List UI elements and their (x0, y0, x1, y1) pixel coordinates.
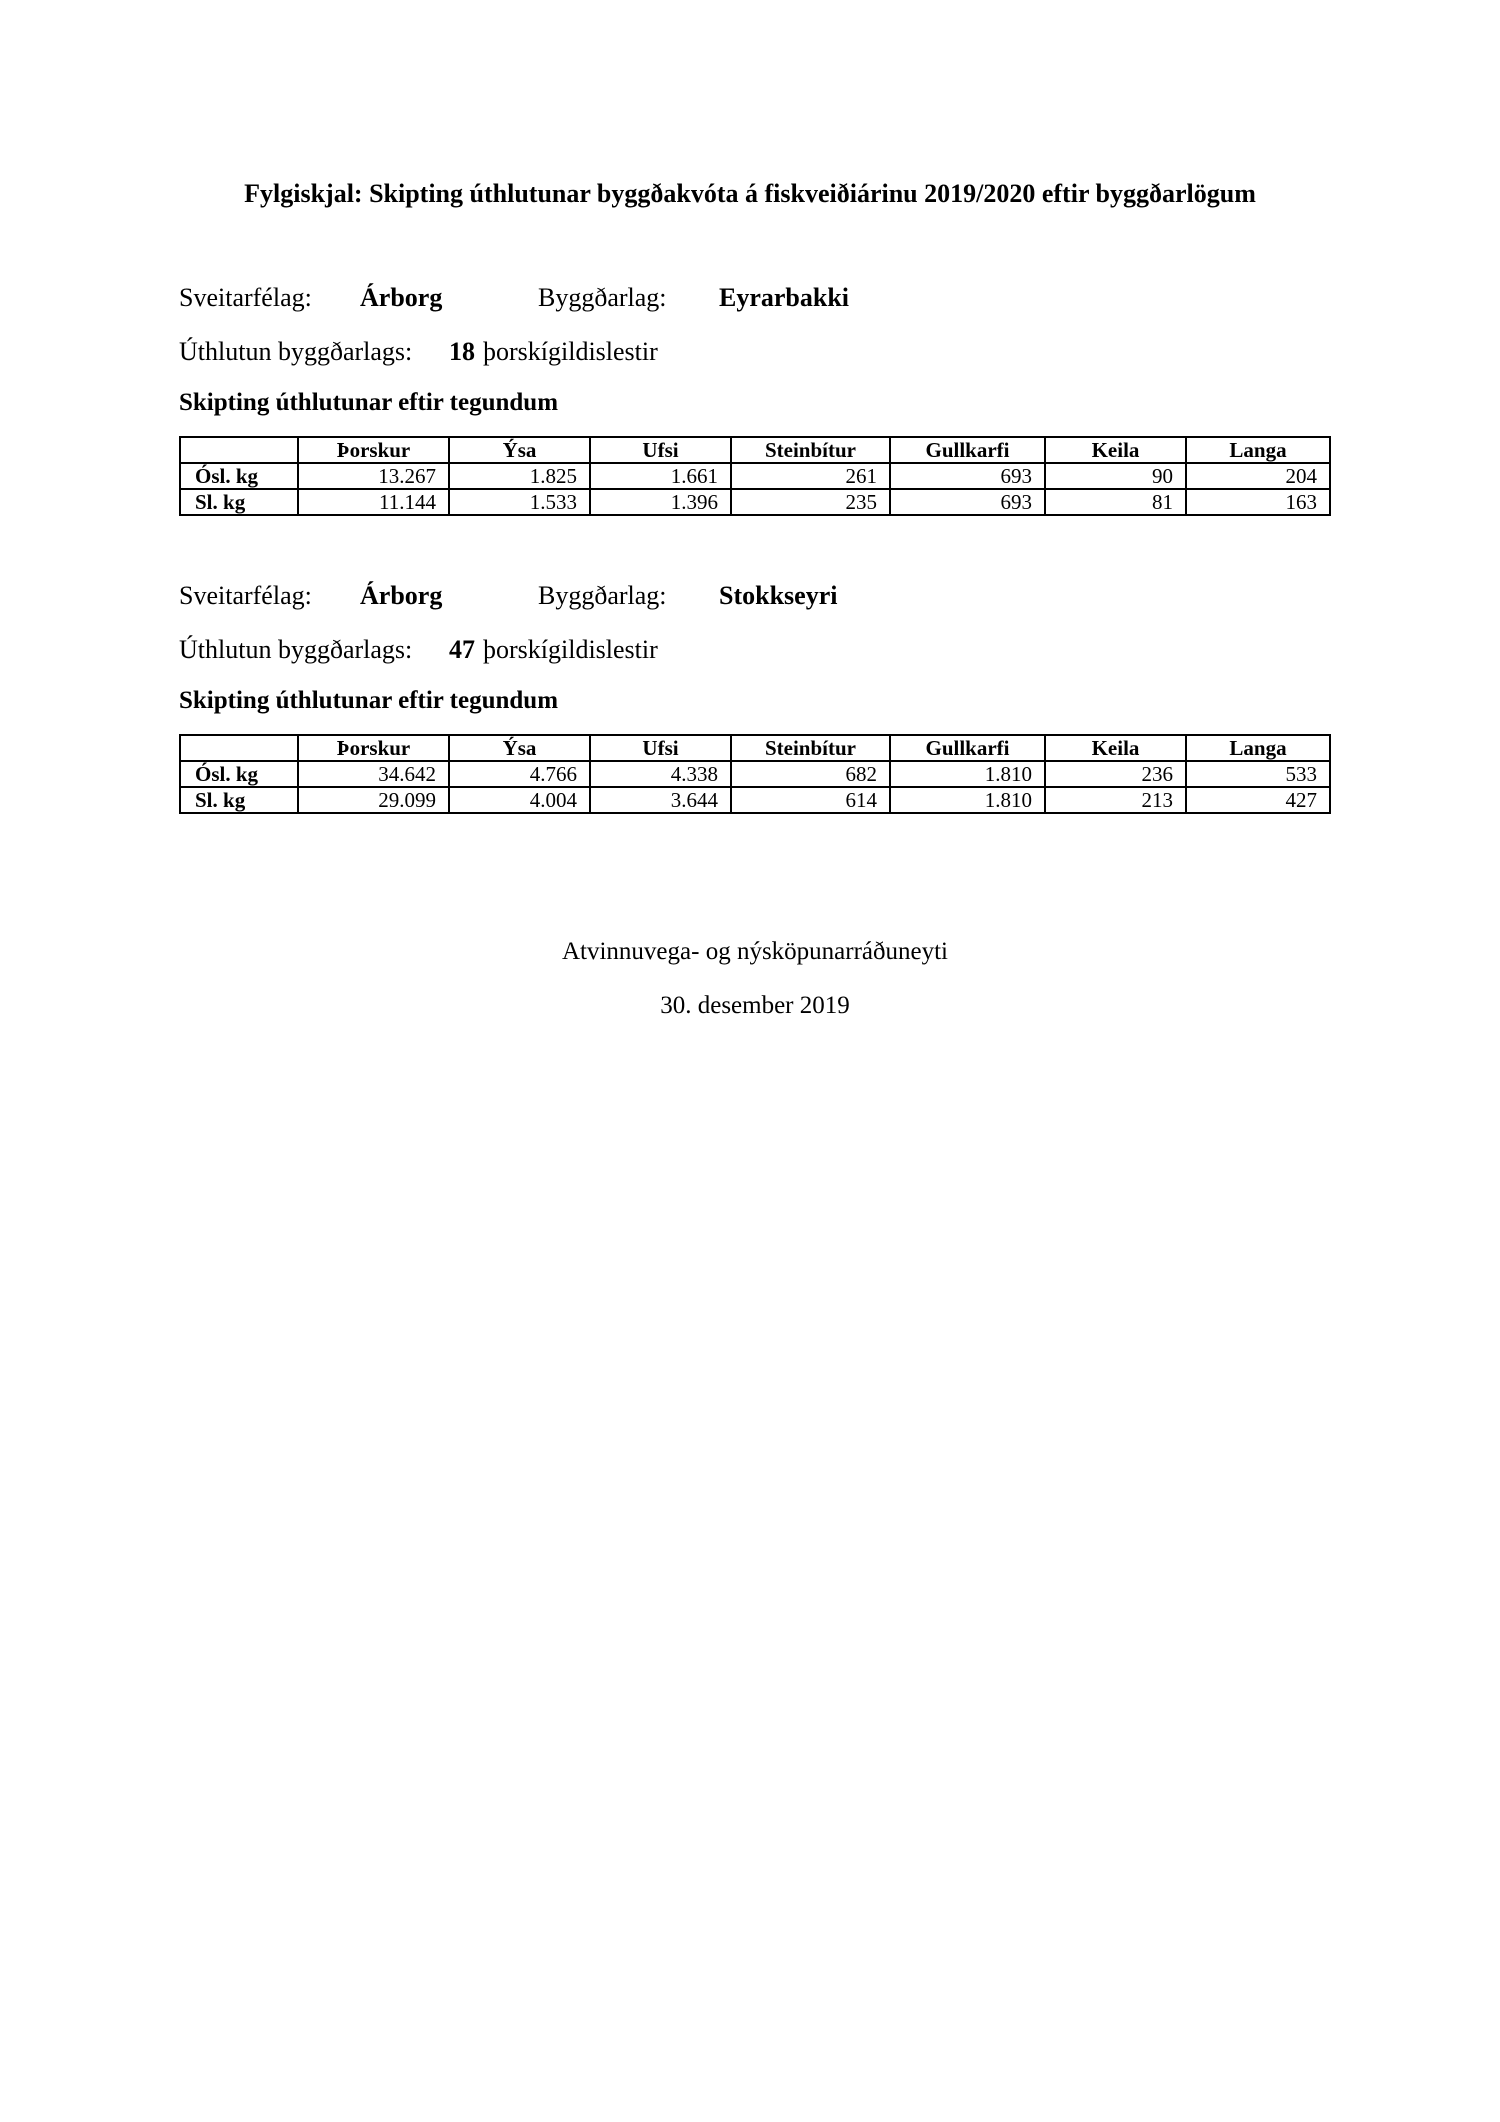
table-header-cell: Ýsa (449, 735, 590, 761)
table-header-cell: Langa (1186, 437, 1330, 463)
table-row (180, 761, 1330, 787)
table-cell: 533 (1186, 761, 1330, 787)
table-header-cell: Þorskur (298, 735, 449, 761)
table-row (180, 787, 1330, 813)
allocation-line (179, 635, 1331, 669)
table-cell: 236 (1045, 761, 1186, 787)
ministry-name: Atvinnuvega- og nýsköpunarráðuneyti (561, 938, 949, 965)
table-header-cell: Ýsa (449, 437, 590, 463)
table-cell: 213 (1045, 787, 1186, 813)
row-label: Sl. kg (180, 787, 298, 813)
table-cell: 1.396 (590, 489, 731, 515)
table-header-cell: Ufsi (590, 437, 731, 463)
allocation-value: 18 (449, 337, 475, 366)
table-cell: 1.810 (890, 787, 1045, 813)
species-distribution-table (179, 734, 1331, 814)
table-cell: 3.644 (590, 787, 731, 813)
municipality-value: Árborg (360, 581, 443, 610)
table-cell: 1.661 (590, 463, 731, 489)
row-label: Ósl. kg (180, 761, 298, 787)
table-header-cell: Gullkarfi (890, 735, 1045, 761)
table-cell: 90 (1045, 463, 1186, 489)
table-cell: 13.267 (298, 463, 449, 489)
table-header-cell: Þorskur (298, 437, 449, 463)
allocation-label: Úthlutun byggðarlags: (179, 337, 413, 366)
table-cell: 81 (1045, 489, 1186, 515)
locality-label: Byggðarlag: (538, 283, 667, 312)
table-cell: 693 (890, 489, 1045, 515)
table-cell: 4.766 (449, 761, 590, 787)
table-cell: 1.825 (449, 463, 590, 489)
table-cell: 235 (731, 489, 890, 515)
allocation-value: 47 (449, 635, 475, 664)
species-distribution-table (179, 436, 1331, 516)
table-header-cell: Ufsi (590, 735, 731, 761)
allocation-line (179, 337, 1331, 371)
locality-value: Eyrarbakki (719, 283, 850, 312)
allocation-unit: þorskígildislestir (483, 337, 658, 366)
municipality-line (179, 581, 1331, 615)
allocation-section-eyrarbakki (179, 283, 1331, 516)
table-row (180, 489, 1330, 515)
table-header-cell: Gullkarfi (890, 437, 1045, 463)
table-cell: 261 (731, 463, 890, 489)
row-label: Ósl. kg (180, 463, 298, 489)
allocation-section-stokkseyri (179, 581, 1331, 814)
municipality-value: Árborg (360, 283, 443, 312)
table-header-row (180, 735, 1330, 761)
document-title: Fylgiskjal: Skipting úthlutunar byggðakvóta á fiskveiðiárinu 2019/2020 eftir byggðarlögum (244, 179, 1256, 208)
distribution-heading: Skipting úthlutunar eftir tegundum (179, 389, 559, 416)
table-cell: 163 (1186, 489, 1330, 515)
document-date: 30. desember 2019 (660, 992, 850, 1019)
table-cell: 204 (1186, 463, 1330, 489)
table-cell: 614 (731, 787, 890, 813)
distribution-heading: Skipting úthlutunar eftir tegundum (179, 687, 559, 714)
table-header-cell: Steinbítur (731, 735, 890, 761)
locality-value: Stokkseyri (719, 581, 838, 610)
table-cell: 427 (1186, 787, 1330, 813)
table-cell: 4.004 (449, 787, 590, 813)
allocation-unit: þorskígildislestir (483, 635, 658, 664)
table-cell: 4.338 (590, 761, 731, 787)
table-row (180, 463, 1330, 489)
table-cell: 11.144 (298, 489, 449, 515)
table-cell: 29.099 (298, 787, 449, 813)
table-header-cell: Steinbítur (731, 437, 890, 463)
row-label: Sl. kg (180, 489, 298, 515)
table-header-cell (180, 437, 298, 463)
table-header-row (180, 437, 1330, 463)
allocation-label: Úthlutun byggðarlags: (179, 635, 413, 664)
municipality-label: Sveitarfélag: (179, 581, 312, 610)
table-header-cell: Keila (1045, 735, 1186, 761)
table-cell: 682 (731, 761, 890, 787)
table-header-cell (180, 735, 298, 761)
table-cell: 1.533 (449, 489, 590, 515)
table-cell: 1.810 (890, 761, 1045, 787)
table-header-cell: Langa (1186, 735, 1330, 761)
municipality-line (179, 283, 1331, 317)
table-header-cell: Keila (1045, 437, 1186, 463)
table-cell: 693 (890, 463, 1045, 489)
municipality-label: Sveitarfélag: (179, 283, 312, 312)
table-cell: 34.642 (298, 761, 449, 787)
locality-label: Byggðarlag: (538, 581, 667, 610)
